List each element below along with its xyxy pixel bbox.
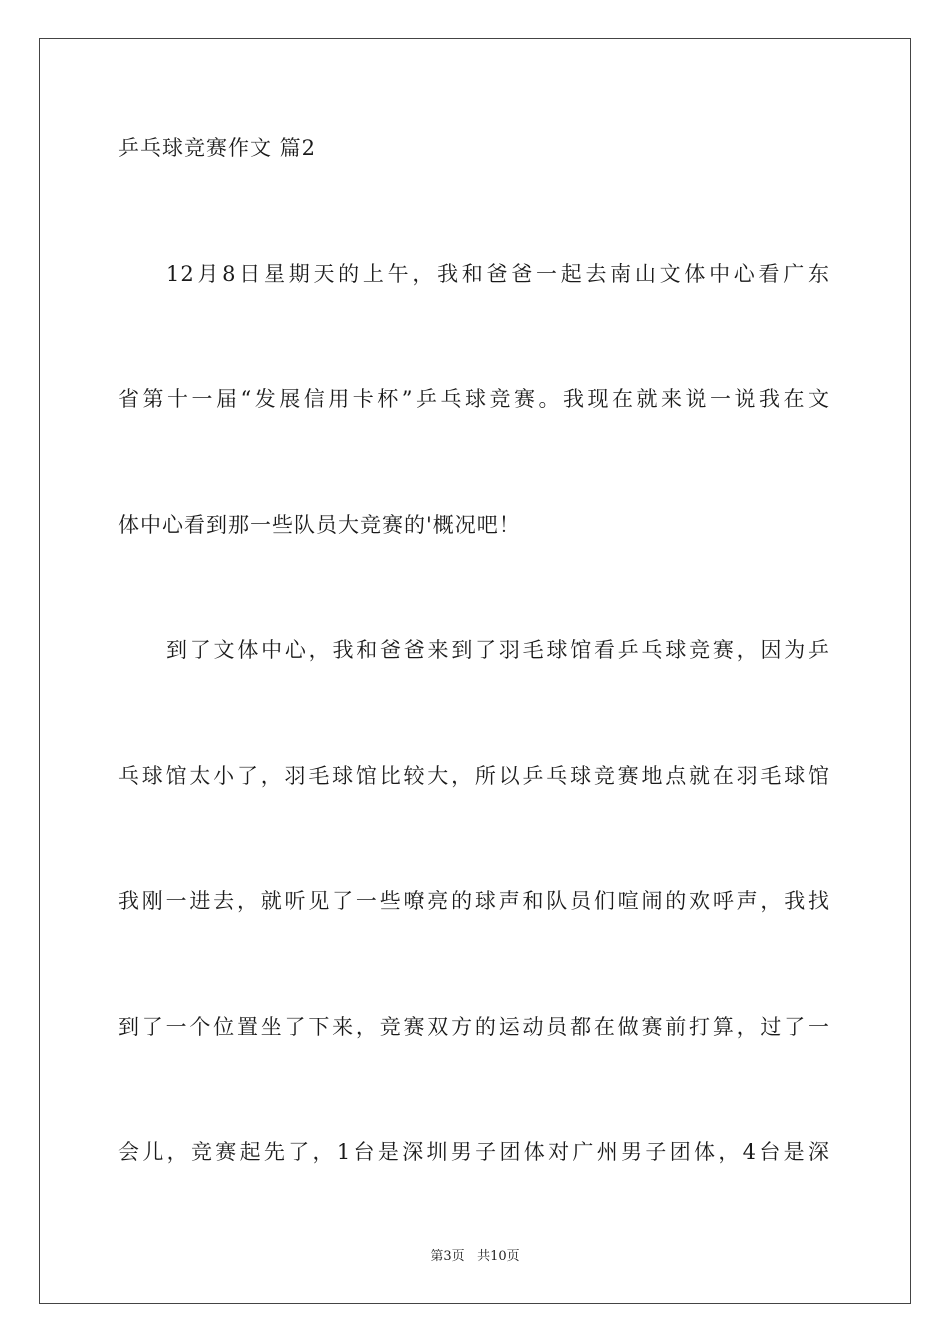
- paragraph-line: 我刚一进去，就听见了一些嘹亮的球声和队员们喧闹的欢呼声，我找: [118, 889, 830, 913]
- paragraph-line: 省第十一届“发展信用卡杯”乒乓球竞赛。我现在就来说一说我在文: [118, 387, 830, 411]
- paragraph-line: 到了一个位置坐了下来，竞赛双方的运动员都在做赛前打算，过了一: [118, 1015, 830, 1039]
- paragraph-line: 体中心看到那一些队员大竞赛的'概况吧！: [118, 513, 521, 537]
- paragraph-line: 乓球馆太小了，羽毛球馆比较大，所以乒乓球竞赛地点就在羽毛球馆: [118, 764, 830, 788]
- paragraph-line: 会儿，竞赛起先了，1台是深圳男子团体对广州男子团体，4台是深: [118, 1140, 830, 1164]
- page-number: 第3页: [430, 1249, 465, 1264]
- page-frame: [39, 38, 911, 1304]
- paragraph-line: 12月8日星期天的上午，我和爸爸一起去南山文体中心看广东: [166, 262, 830, 286]
- page-total: 共10页: [477, 1249, 520, 1264]
- paragraph-line: 到了文体中心，我和爸爸来到了羽毛球馆看乒乓球竞赛，因为乒: [166, 638, 830, 662]
- document-heading: 乒乓球竞赛作文 篇2: [118, 136, 317, 160]
- page-footer: [0, 1248, 950, 1266]
